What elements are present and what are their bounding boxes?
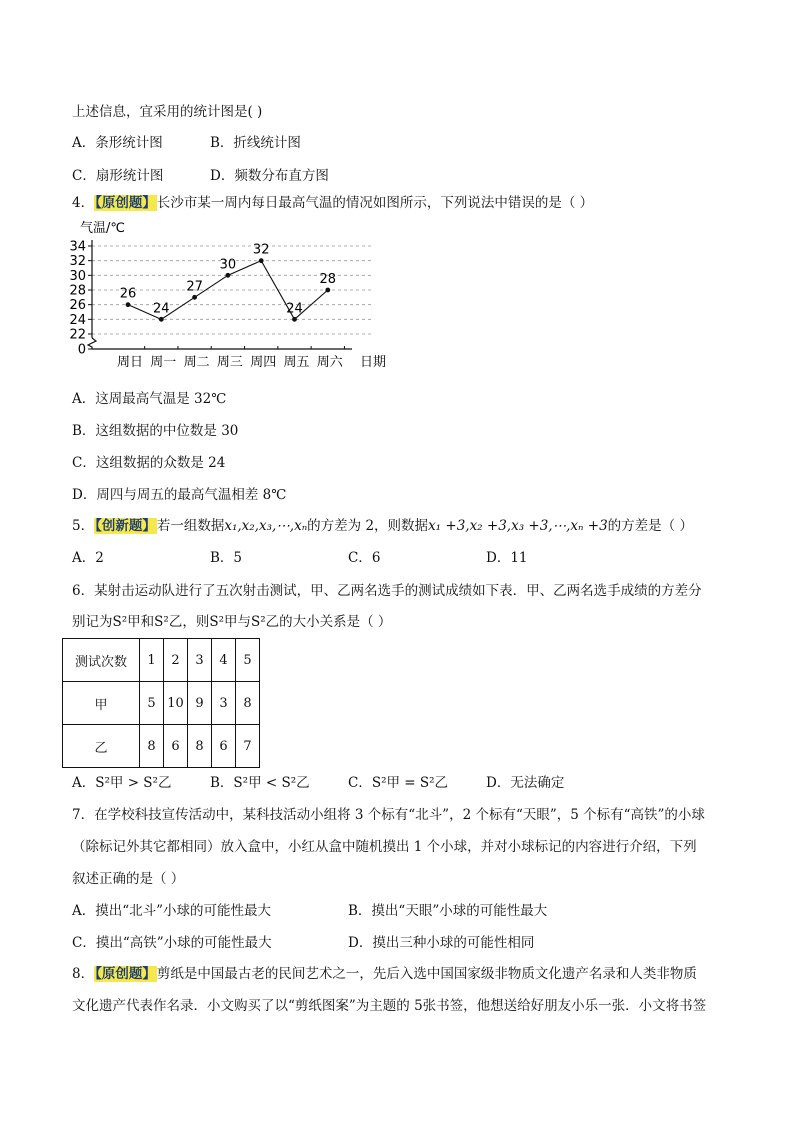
q5-stem-line (72, 517, 693, 535)
y-tick-label: 32 (69, 254, 86, 270)
data-label: 24 (286, 301, 303, 317)
q5-stem-c: 的方差是（ ） (607, 518, 693, 534)
q7-option-c: C．摸出“高铁”小球的可能性最大 (72, 935, 272, 951)
score-table-cell: 7 (236, 725, 260, 768)
score-table-col: 3 (188, 639, 212, 682)
data-point (292, 317, 297, 322)
q3-option-c: C．扇形统计图 (72, 168, 164, 184)
q5-stem-a: 若一组数据 (156, 518, 225, 534)
q8-stem-line-1 (72, 965, 697, 983)
q6-stem-line-1: 6．某射击运动队进行了五次射击测试，甲、乙两名选手的测试成绩如下表．甲、乙两名选手成绩的方差分 (72, 583, 702, 599)
data-label: 30 (219, 257, 237, 273)
q4-number: 4． (72, 195, 95, 211)
score-table-cell: 8 (140, 725, 164, 768)
chart-x-axis-label: 日期 (360, 355, 387, 370)
q5-option-d: D．11 (486, 550, 528, 566)
data-point (259, 258, 264, 263)
x-tick-label: 周四 (250, 355, 277, 370)
data-point (159, 317, 164, 322)
score-table-col: 5 (236, 639, 260, 682)
q4-stem-line (72, 194, 593, 212)
q6-option-c: C．S²甲 = S²乙 (348, 775, 449, 791)
q8-number: 8． (72, 966, 95, 982)
score-table-col: 4 (212, 639, 236, 682)
score-table-cell: 6 (164, 725, 188, 768)
q5-option-a: A．2 (72, 550, 104, 566)
q5-stem-b: 的方差为 2，则数据 (307, 518, 429, 534)
q6-option-a: A．S²甲 > S²乙 (72, 775, 172, 791)
x-tick-label: 周二 (183, 355, 210, 370)
q4-stem: 长沙市某一周内每日最高气温的情况如图所示，下列说法中错误的是（ ） (156, 195, 594, 211)
chart-x-ticks (117, 355, 344, 370)
score-table-row-label: 甲 (63, 682, 140, 725)
q7-option-a: A．摸出“北斗”小球的可能性最大 (72, 903, 272, 919)
q8-stem-1: 剪纸是中国最古老的民间艺术之一，先后入选中国国家级非物质文化遗产名录和人类非物质 (156, 966, 697, 982)
score-table-col: 1 (140, 639, 164, 682)
y-tick-label: 22 (69, 327, 86, 343)
x-tick-label: 周一 (150, 355, 177, 370)
score-table-row-label: 乙 (63, 725, 140, 768)
q3-option-d: D．频数分布直方图 (210, 168, 329, 184)
q5-option-c: C．6 (348, 550, 381, 566)
data-point (192, 295, 197, 300)
q7-stem-line-3: 叙述正确的是（ ） (72, 871, 185, 887)
y-tick-label: 0 (77, 342, 86, 358)
score-table-cell: 8 (236, 682, 260, 725)
q7-option-d: D．摸出三种小球的可能性相同 (348, 935, 535, 951)
score-table-cell: 6 (212, 725, 236, 768)
q6-option-d: D．无法确定 (486, 775, 565, 791)
score-table-header-row (63, 639, 260, 682)
y-tick-label: 34 (69, 239, 86, 255)
axis-break-mark (88, 338, 96, 349)
q3-option-a: A．条形统计图 (72, 135, 163, 151)
q7-stem-line-1: 7．在学校科技宣传活动中，某科技活动小组将 3 个标有“北斗”，2 个标有“天眼”，5 个标有“高铁”的小球 (72, 807, 705, 823)
y-tick-label: 28 (69, 283, 86, 299)
score-table-row-jia (63, 682, 260, 725)
data-label: 27 (186, 279, 203, 295)
y-tick-label: 30 (69, 268, 86, 284)
score-table-col: 2 (164, 639, 188, 682)
q4-option-a: A．这周最高气温是 32℃ (72, 391, 227, 407)
q4-option-d: D．周四与周五的最高气温相差 8℃ (72, 487, 287, 503)
score-table (62, 638, 260, 768)
q5-data-set-2: x₁ +3,x₂ +3,x₃ +3,⋯,xₙ +3 (428, 518, 608, 534)
data-label: 26 (119, 286, 137, 302)
q7-stem-line-2: （除标记外其它都相同）放入盒中，小红从盒中随机摸出 1 个小球，并对小球标记的内容进行介绍，下列 (72, 839, 697, 855)
q8-tag: 【原创题】 (95, 966, 156, 982)
data-label: 24 (153, 301, 170, 317)
chart-series (120, 243, 336, 322)
score-table-cell: 9 (188, 682, 212, 725)
chart-y-ticks (69, 240, 86, 358)
score-table-cell: 10 (164, 682, 188, 725)
data-point (126, 302, 131, 307)
y-tick-label: 24 (69, 312, 86, 328)
data-point (226, 273, 231, 278)
q5-number: 5． (72, 518, 95, 534)
q4-option-b: B．这组数据的中位数是 30 (72, 423, 239, 439)
q3-option-b: B．折线统计图 (210, 135, 301, 151)
x-tick-label: 周三 (216, 355, 243, 370)
x-tick-label: 周六 (316, 355, 343, 370)
q4-tag: 【原创题】 (95, 195, 156, 211)
q8-stem-line-2: 文化遗产代表作名录．小文购买了以“剪纸图案”为主题的 5张书签，他想送给好朋友小乐一张．小文将书签 (72, 998, 707, 1014)
q3-stem-end: 上述信息，宜采用的统计图是( ) (72, 104, 263, 120)
score-table-cell: 3 (212, 682, 236, 725)
q6-option-b: B．S²甲 < S²乙 (210, 775, 310, 791)
x-tick-label: 周五 (283, 355, 310, 370)
q5-tag: 【创新题】 (95, 518, 156, 534)
score-table-header: 测试次数 (63, 639, 140, 682)
chart-y-axis-label: 气温/℃ (80, 221, 125, 236)
data-label: 28 (319, 272, 337, 287)
x-tick-label: 周日 (116, 355, 144, 370)
y-tick-label: 26 (69, 298, 86, 314)
q4-option-c: C．这组数据的众数是 24 (72, 455, 226, 471)
score-table-row-yi (63, 725, 260, 768)
temperature-line-chart (66, 212, 406, 377)
score-table-cell: 5 (140, 682, 164, 725)
q5-option-b: B．5 (210, 550, 243, 566)
q6-stem-line-2: 别记为S²甲和S²乙，则S²甲与S²乙的大小关系是（ ） (72, 614, 392, 630)
data-label: 32 (252, 242, 270, 258)
q5-data-set-1: x₁,x₂,x₃,⋯,xₙ (224, 518, 308, 534)
q7-option-b: B．摸出“天眼”小球的可能性最大 (348, 903, 548, 919)
score-table-cell: 8 (188, 725, 212, 768)
data-point (325, 288, 330, 293)
